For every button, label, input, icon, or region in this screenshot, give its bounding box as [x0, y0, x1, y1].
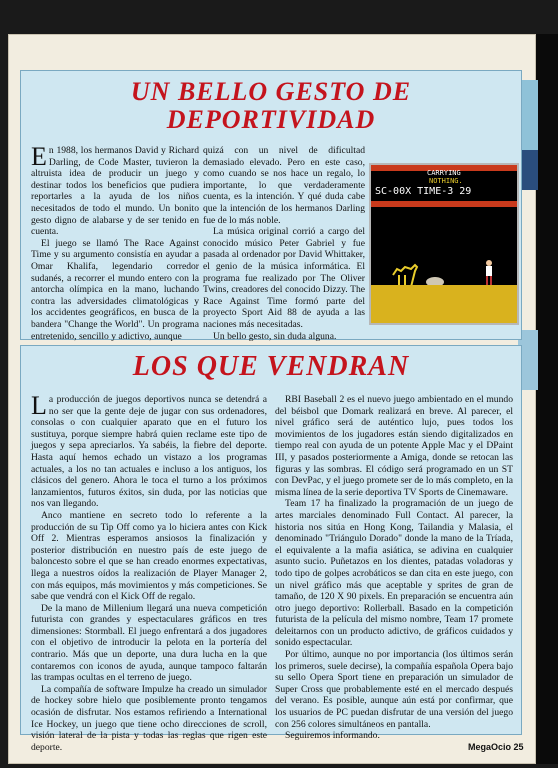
camel-icon	[391, 261, 421, 287]
paragraph: Team 17 ha finalizado la programación de un juego de artes marciales denominado Full Contact. Al parecer, la historia nos sitúa en Hong Kong, Tailandia y Malasia, el denominado "Triángulo Dorado" donde la mano de la Tríada, el equivalente a la mafia asiática, se adivina en cualquier asunto sucio. Puñetazos en los dientes, patadas voladoras y todo tipo de golpes acrobáticos se dan cita en este juego, con un nivel gráfico más que aceptable y sprites de gran de tamaño, de 120 X 90 pixels. En preparación se encuentra aún otro juego deportivo: Rollerball. Basado en la competición futurista de la película del mismo nombre, Team 17 promete deleitarnos con un producto adictivo, de gráficos cuidados y sonido espectacular.	[275, 498, 513, 649]
article-column-2	[203, 145, 365, 342]
nothing-label: NOTHING.	[429, 177, 463, 185]
article-title-line1: UN BELLO GESTO DE	[130, 77, 412, 106]
paragraph: De la mano de Millenium llegará una nueva competición futurista con grandes y espectaculares gráficos en tres dimensiones: Stormball. El juego enfrentará a dos jugadores con el objetivo de introducir la pelota en la portería del contrario. Más que un deporte, una dura lucha en la que contaremos con iconos de ayuda, aunque tampoco faltarán las trampas ocultas en el terreno de juego.	[31, 602, 267, 684]
paragraph: Seguiremos informando.	[285, 730, 380, 742]
game-screenshot	[369, 163, 519, 325]
desert-ground	[371, 285, 517, 323]
paragraph: La compañía de software Impulze ha creado un simulador de hockey sobre hielo que posiblemente pronto tengamos ocasión de disfrutar. Nos estamos refiriendo a International Ice Hockey, un juego que tiene ocho direcciones de scroll, visión lateral de la pista y todas las reglas que rigen este deporte.	[31, 683, 267, 753]
drop-cap: E	[31, 142, 47, 171]
article-deportividad	[20, 70, 522, 340]
paragraph: El juego se llamó The Race Against Time y su argumento consistía en ayudar a Omar Khalifa, legendario corredor sudanés, a recorrer el mundo entero con la antorcha olímpica en la mano, luchando contra las adversidades climatológicas y los accidentes geográficos, en busca de la bandera "Change the World". Un programa entretenido, sencillo y adictivo, aunque	[31, 237, 199, 342]
paragraph: Anco mantiene en secreto todo lo referente a la producción de su Tip Off como ya lo hiciera antes con Kick Off 2. Mientras esperamos ansiosos la finalización y posterior distribución en nuestro país de este juego de baloncesto sobre el que se han creado enormes expectativas, llega a nuestros oídos la realización de Player Manager 2, con más equipos, más movimientos y más competiciones. Se sabe que vendrá con el Kick Off de regalo.	[31, 509, 267, 603]
paragraph: Por último, aunque no por importancia (los últimos serán los primeros, suele decirse), la compañía española Opera bajo su sello Opera Sport tiene en preparación un simulador de Super Cross que probablemente esté en el mercado después del verano. Es posible, aunque aún está por confirmar, que los usuarios de PC puedan disfrutar de una versión del juego con 256 colores simultáneos en pantalla.	[275, 649, 513, 730]
paragraph: La producción de juegos deportivos nunca se detendrá a no ser que la gente deje de jugar con sus ordenadores, consolas o con cualquier aparato que en el futuro los sustituya, porque siempre habrá quien reclame este tipo de juegos y sepa apreciarlos. Ya sabéis, la fiebre del deporte. Hasta aquí hemos echado un vistazo a los programas actuales, a los no tan actuales e incluso a los antiguos, los clásicos del genero. Ahora le toca el turno a los próximos lanzamientos, futuros éxitos, sin duda, por las noticias que nos van llegando.	[31, 391, 267, 510]
drop-cap: L	[31, 391, 47, 420]
paragraph: En 1988, los hermanos David y Richard Darling, de Code Master, tuvieron la altruista idea de producir un juego y destinar todos los beneficios que pudiera reportarles a la ayuda de los niños necesitados de todo el mundo. Un bonito gesto digno de alabarse y de ser tenido en cuenta.	[31, 142, 199, 238]
article-title-line2: DEPORTIVIDAD	[166, 105, 376, 134]
carrying-label: CARRYING	[427, 169, 461, 177]
paragraph: Un bello gesto, sin duda alguna.	[213, 330, 337, 342]
article-column-1	[31, 142, 199, 342]
page-edge	[536, 34, 558, 764]
page-footer: MegaOcio 25	[468, 742, 524, 752]
paragraph: La música original corrió a cargo del conocido músico Peter Gabriel y fue pasada al ordenador por David Whittaker, el genio de la música informática. El programa fue realizado por The Oliver Twins, creadores del conocido Dizzy. The Race Against Time formó parte del proyecto Sport Aid 88 de ayuda a las naciones más necesitadas.	[203, 226, 365, 330]
runner-icon	[483, 259, 495, 287]
decor-bar	[371, 201, 517, 207]
paragraph: RBI Baseball 2 es el nuevo juego ambientado en el mundo del béisbol que Domark realizará en breve. Al parecer, el nivel gráfico será de auténtico lujo, pues todos los movimientos de los jugadores están siendo digitalizados en tiempo real con ayuda de un potente Apple Mac y el DPaint III, y pasados posteriormente a Amiga, donde se retocan las figuras y las sombras. El código será programado en un ST con DevPac, y el juego promete ser de lo más completo, en la misma línea de la serie deportiva TV Sports de Cinemaware.	[275, 394, 513, 498]
article-column-2	[275, 394, 513, 742]
hud-readout: SC-00X TIME-3 29	[375, 186, 472, 197]
article-title: LOS QUE VENDRAN	[132, 351, 410, 382]
article-column-1	[31, 391, 267, 753]
paragraph: quizá con un nivel de dificultad demasiado elevado. Pero en este caso, como cuando se nos hace un regalo, lo importante, lo que verdaderamente cuenta, es la intención. Y qué duda cabe que la intención de los hermanos Darling fue de lo más noble.	[203, 145, 365, 226]
